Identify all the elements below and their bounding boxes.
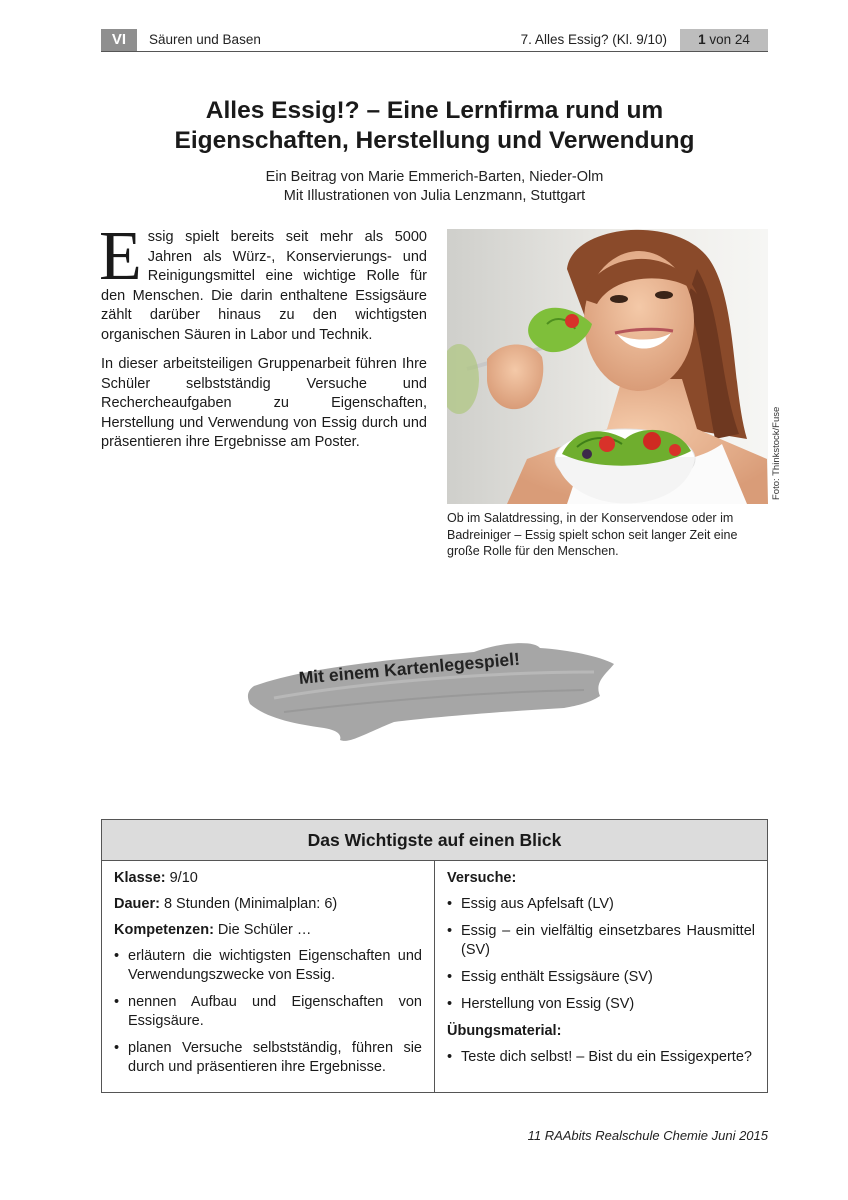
versuche-line	[447, 869, 755, 888]
summary-box	[101, 819, 768, 1093]
dauer-line	[114, 895, 422, 914]
title-line-1: Alles Essig!? – Eine Lernfirma rund um	[205, 97, 664, 124]
byline	[101, 168, 768, 206]
summary-heading: Das Wichtigste auf einen Blick	[102, 820, 767, 861]
banner-brushstroke	[244, 638, 616, 746]
kompetenzen-label: Kompetenzen:	[114, 922, 214, 938]
versuche-label: Versuche:	[447, 870, 517, 886]
list-item: • nennen Aufbau und Eigenschaften von Essigsäure.	[114, 993, 422, 1031]
list-item: • Essig aus Apfelsaft (LV)	[447, 895, 755, 914]
subject-label: Säuren und Basen	[149, 32, 261, 47]
list-item: • erläutern die wichtigsten Eigenschaften und Verwendungszwecke von Essig.	[114, 947, 422, 985]
intro-paragraph-2: In dieser arbeitsteiligen Gruppenarbeit führen Ihre Schüler selbstständig Versuche und Rechercheaufgaben zu Eigenschaften, Herstellung und Verwendung von Essig durch und präsentieren ihre Ergebnisse am Poster.	[101, 356, 427, 450]
page-total: von 24	[709, 32, 750, 47]
klasse-value: 9/10	[165, 870, 198, 886]
salad-photo-illustration	[447, 229, 768, 504]
versuche-list	[447, 895, 755, 1014]
list-item: • planen Versuche selbstständig, führen sie durch und präsentieren ihre Ergebnisse.	[114, 1039, 422, 1077]
drop-cap: E	[99, 218, 142, 295]
photo-caption: Ob im Salatdressing, in der Konservendose oder im Badreiniger – Essig spielt schon seit langer Zeit eine große Rolle für den Menschen.	[447, 511, 738, 558]
dauer-value: 8 Stunden (Minimalplan: 6)	[159, 896, 338, 912]
title-line-2: Eigenschaften, Herstellung und Verwendung	[174, 127, 695, 154]
intro-text	[99, 218, 427, 463]
uebung-list	[447, 1048, 755, 1067]
illustrator-line: Mit Illustrationen von Julia Lenzmann, Stuttgart	[283, 188, 586, 204]
author-line: Ein Beitrag von Marie Emmerich-Barten, Nieder-Olm	[265, 169, 604, 185]
klasse-label: Klasse:	[114, 870, 166, 886]
klasse-line	[114, 869, 422, 888]
salad-photo	[447, 229, 768, 504]
banner-text: Mit einem Kartenlegespiel!	[298, 648, 521, 688]
list-item: • Herstellung von Essig (SV)	[447, 995, 755, 1014]
unit-label: 7. Alles Essig? (Kl. 9/10)	[520, 32, 667, 47]
photo-credit: Foto: Thinkstock/Fuse	[771, 406, 782, 500]
list-item: • Teste dich selbst! – Bist du ein Essigexperte?	[447, 1048, 755, 1067]
summary-left-column	[102, 861, 435, 1092]
list-item: • Essig enthält Essigsäure (SV)	[447, 968, 755, 987]
page-indicator	[680, 29, 768, 51]
page-header	[101, 29, 768, 52]
uebung-label: Übungsmaterial:	[447, 1023, 562, 1039]
uebung-line	[447, 1022, 755, 1041]
dauer-label: Dauer:	[114, 896, 160, 912]
page-footer: 11 RAAbits Realschule Chemie Juni 2015	[527, 1128, 768, 1143]
page-title	[101, 96, 768, 156]
summary-right-column	[435, 861, 767, 1092]
intro-paragraph-1-text: ssig spielt bereits seit mehr als 5000 Jahren als Würz-, Konservierungs- und Reinigungsmittel eine wichtige Rolle für den Menschen. Die darin enthaltene Essigsäure zählt darüber hinaus zu den wichtigsten organischen Säuren in Labor und Technik.	[101, 229, 427, 343]
page-number: 1	[698, 32, 706, 47]
kompetenzen-value: Die Schüler …	[213, 922, 312, 938]
section-badge: VI	[101, 29, 137, 51]
kompetenzen-line	[114, 921, 422, 940]
intro-paragraph-1	[99, 218, 427, 345]
kompetenzen-list	[114, 947, 422, 1077]
list-item: • Essig – ein vielfältig einsetzbares Hausmittel (SV)	[447, 922, 755, 960]
